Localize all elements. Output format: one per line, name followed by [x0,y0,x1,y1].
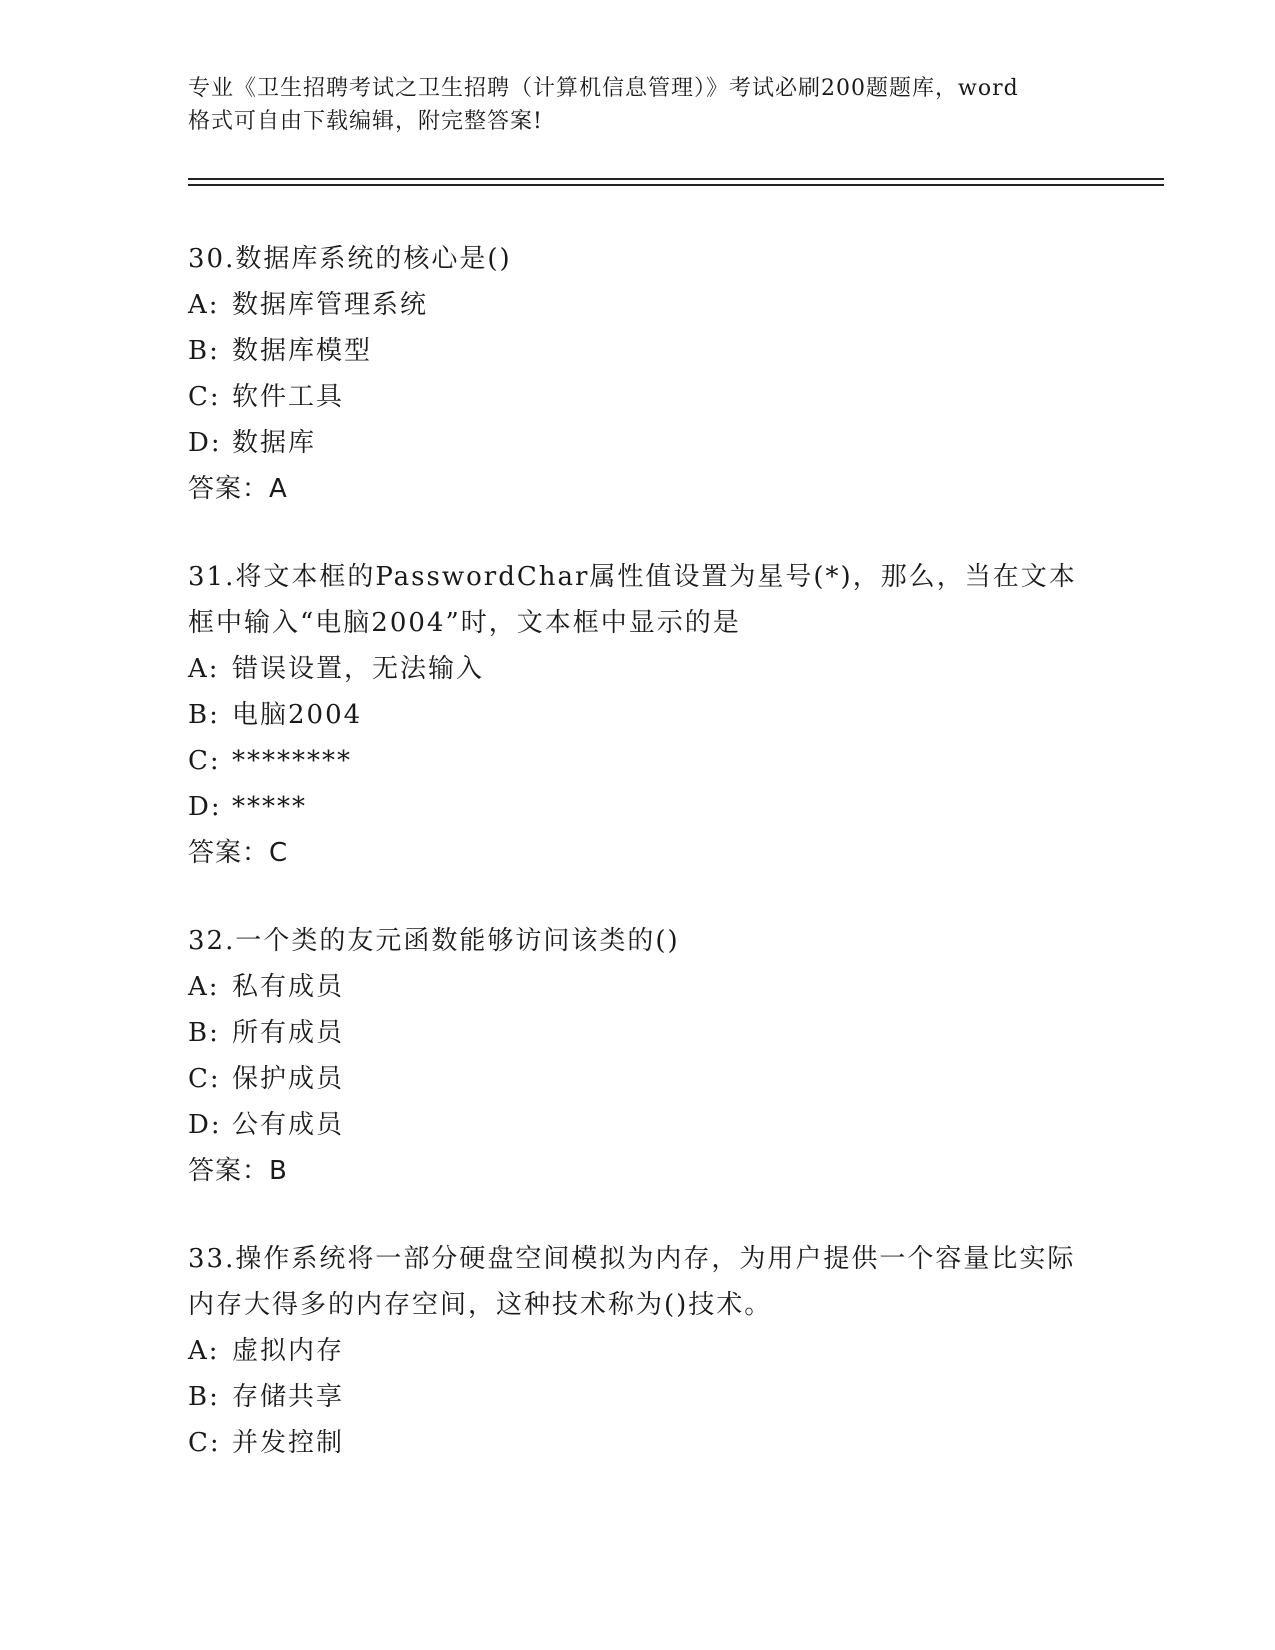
option-text: 私有成员 [232,972,345,1002]
header-line-2: 格式可自由下载编辑，附完整答案! [188,109,543,134]
option-key: A: [188,290,220,320]
question-list [188,236,1088,1508]
option-key: B: [188,1382,220,1412]
question-item [188,918,1088,1194]
option-b [188,328,1088,374]
question-stem: 32.一个类的友元函数能够访问该类的() [188,926,680,956]
option-a [188,282,1088,328]
question-stem: 33.操作系统将一部分硬盘空间模拟为内存，为用户提供一个容量比实际内存大得多的内存空间，这种技术称为()技术。 [188,1244,1076,1320]
header-line-1: 专业《卫生招聘考试之卫生招聘（计算机信息管理）》考试必刷200题题库，word [188,76,1019,101]
option-text: 公有成员 [232,1110,345,1140]
option-d [188,784,1088,830]
question-item [188,554,1088,876]
option-b [188,1010,1088,1056]
option-key: C: [188,746,221,776]
answer-line: 答案：C [188,838,289,868]
option-text: 软件工具 [232,382,345,412]
option-d [188,420,1088,466]
option-key: C: [188,1064,221,1094]
option-key: C: [188,1428,221,1458]
option-key: D: [188,792,222,822]
option-key: B: [188,700,220,730]
option-key: A: [188,1336,220,1366]
option-d [188,1102,1088,1148]
option-text: 并发控制 [232,1428,345,1458]
header-divider-top [188,178,1164,180]
option-b [188,1374,1088,1420]
option-a [188,964,1088,1010]
question-stem: 31.将文本框的PasswordChar属性值设置为星号(*)，那么，当在文本框中输入“电脑2004”时，文本框中显示的是 [188,562,1077,638]
option-a [188,646,1088,692]
answer-line: 答案：B [188,1156,288,1186]
option-text: 保护成员 [232,1064,345,1094]
question-stem: 30.数据库系统的核心是() [188,244,512,274]
option-text: 数据库管理系统 [232,290,429,320]
option-key: D: [188,428,222,458]
option-c [188,374,1088,420]
document-header [188,72,1088,138]
option-key: A: [188,654,220,684]
header-divider-bottom [188,184,1164,186]
option-c [188,1420,1088,1466]
option-text: 虚拟内存 [232,1336,345,1366]
question-item [188,236,1088,512]
question-item [188,1236,1088,1466]
option-key: C: [188,382,221,412]
option-text: 电脑2004 [232,700,363,730]
option-text: 数据库 [232,428,317,458]
option-text: ******** [232,746,352,776]
option-b [188,692,1088,738]
option-key: A: [188,972,220,1002]
answer-line: 答案：A [188,474,288,504]
option-key: D: [188,1110,222,1140]
option-text: ***** [232,792,307,822]
option-text: 所有成员 [232,1018,345,1048]
option-text: 错误设置，无法输入 [232,654,485,684]
option-text: 数据库模型 [232,336,373,366]
option-c [188,1056,1088,1102]
option-a [188,1328,1088,1374]
option-c [188,738,1088,784]
option-key: B: [188,1018,220,1048]
option-key: B: [188,336,220,366]
option-text: 存储共享 [232,1382,345,1412]
